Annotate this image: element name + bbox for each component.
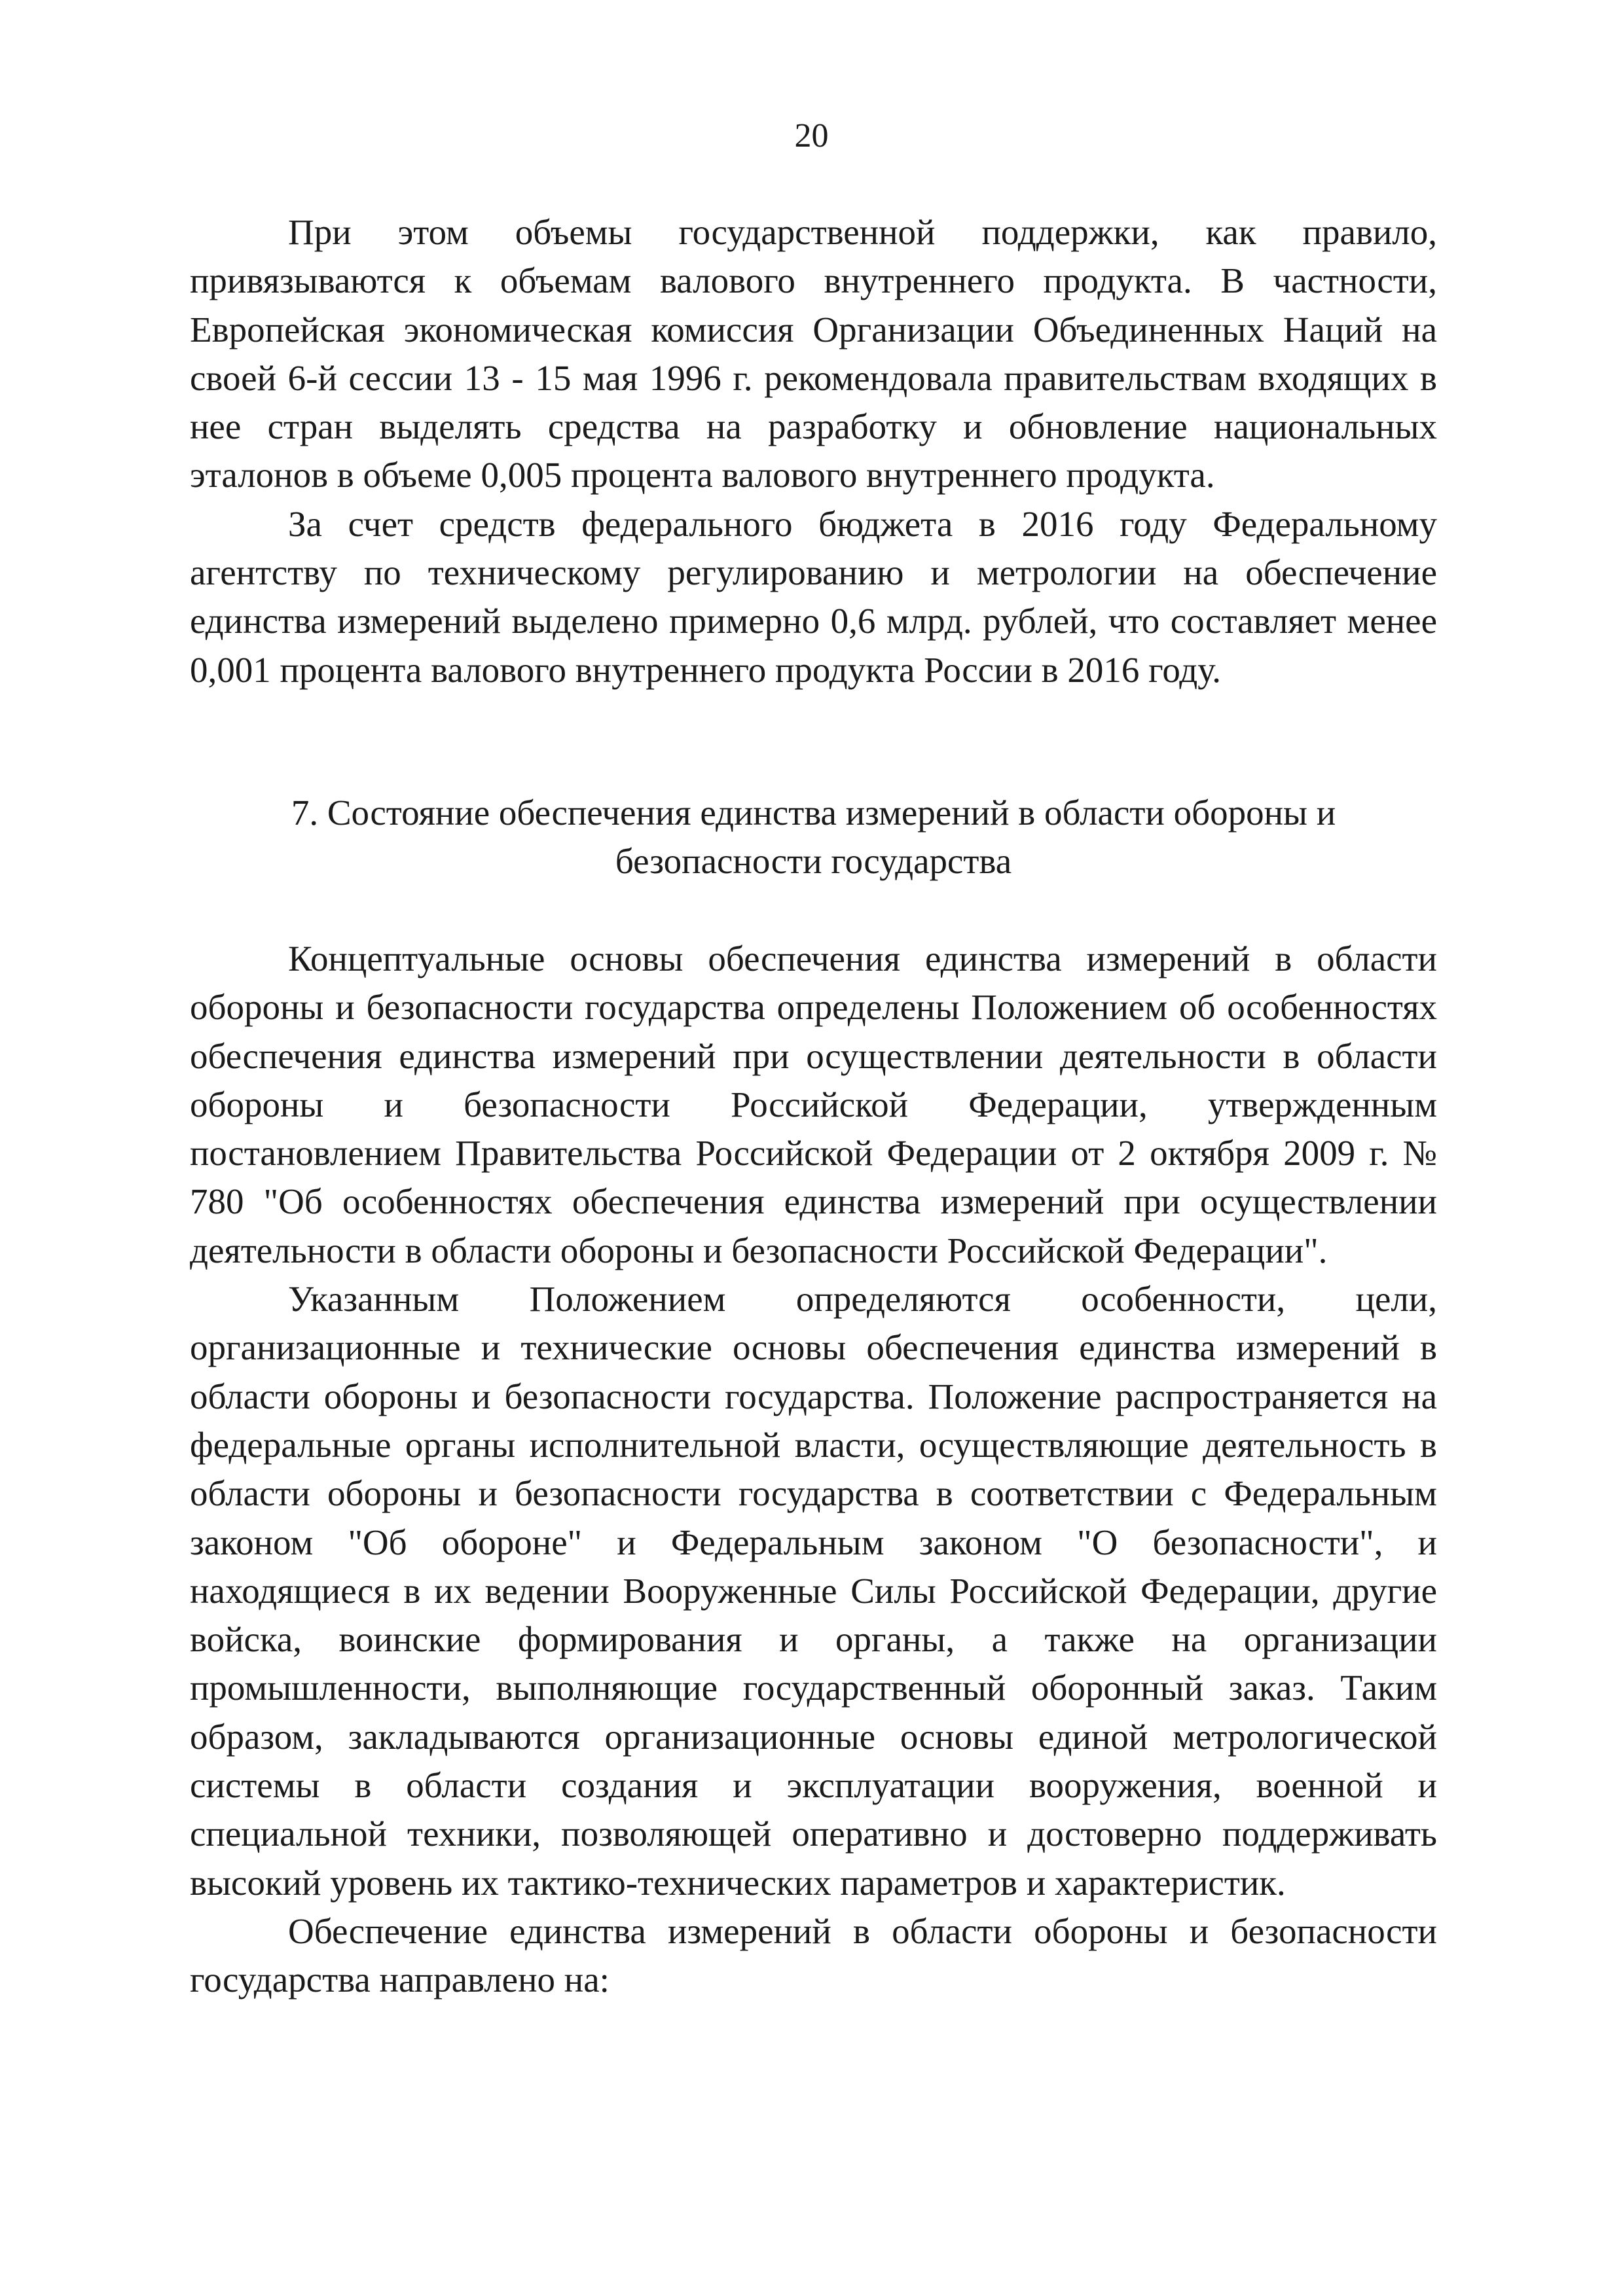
section-text-block <box>190 935 1437 2005</box>
intro-text-block <box>190 208 1437 694</box>
paragraph-state-support: При этом объемы государственной поддержки, как правило, привязываются к объемам валового внутреннего продукта. В частности, Европейская экономическая комиссия Организации Объединенных Наций на своей 6-й сессии 13 - 15 мая 1996 г. рекомендовала правительствам входящих в нее стран выделять средства на разработку и обновление национальных эталонов в объеме 0,005 процента валового внутреннего продукта. <box>190 212 1437 495</box>
section-heading-line-2: безопасности государства <box>615 841 1012 881</box>
paragraph-regulation-scope: Указанным Положением определяются особенности, цели, организационные и технические основы обеспечения единства измерений в области обороны и безопасности государства. Положение распространяется на федеральные органы исполнительной власти, осуществляющие деятельность в области обороны и безопасности государства в соответствии с Федеральным законом "Об обороне" и Федеральным законом "О безопасности", и находящиеся в их ведении Вооруженные Силы Российской Федерации, другие войска, воинские формирования и органы, а также на организации промышленности, выполняющие государственный оборонный заказ. Таким образом, закладываются организационные основы единой метрологической системы в области создания и эксплуатации вооружения, военной и специальной техники, позволяющей оперативно и достоверно поддерживать высокий уровень их тактико-технических параметров и характеристик. <box>190 1279 1437 1903</box>
paragraph-conceptual-basis: Концептуальные основы обеспечения единства измерений в области обороны и безопасности государства определены Положением об особенностях обеспечения единства измерений при осуществлении деятельности в области обороны и безопасности Российской Федерации, утвержденным постановлением Правительства Российской Федерации от 2 октября 2009 г. № 780 "Об особенностях обеспечения единства измерений при осуществлении деятельности в области обороны и безопасности Российской Федерации". <box>190 939 1437 1270</box>
page-number: 20 <box>794 117 829 154</box>
paragraph-federal-budget: За счет средств федерального бюджета в 2016 году Федеральному агентству по техническому регулированию и метрологии на обеспечение единства измерений выделено примерно 0,6 млрд. рублей, что составляет менее 0,001 процента валового внутреннего продукта России в 2016 году. <box>190 503 1437 690</box>
paragraph-directed-at: Обеспечение единства измерений в области обороны и безопасности государства направлено на: <box>190 1910 1437 2000</box>
section-heading <box>190 789 1437 886</box>
section-heading-line-1: 7. Состояние обеспечения единства измерений в области обороны и <box>291 793 1336 833</box>
